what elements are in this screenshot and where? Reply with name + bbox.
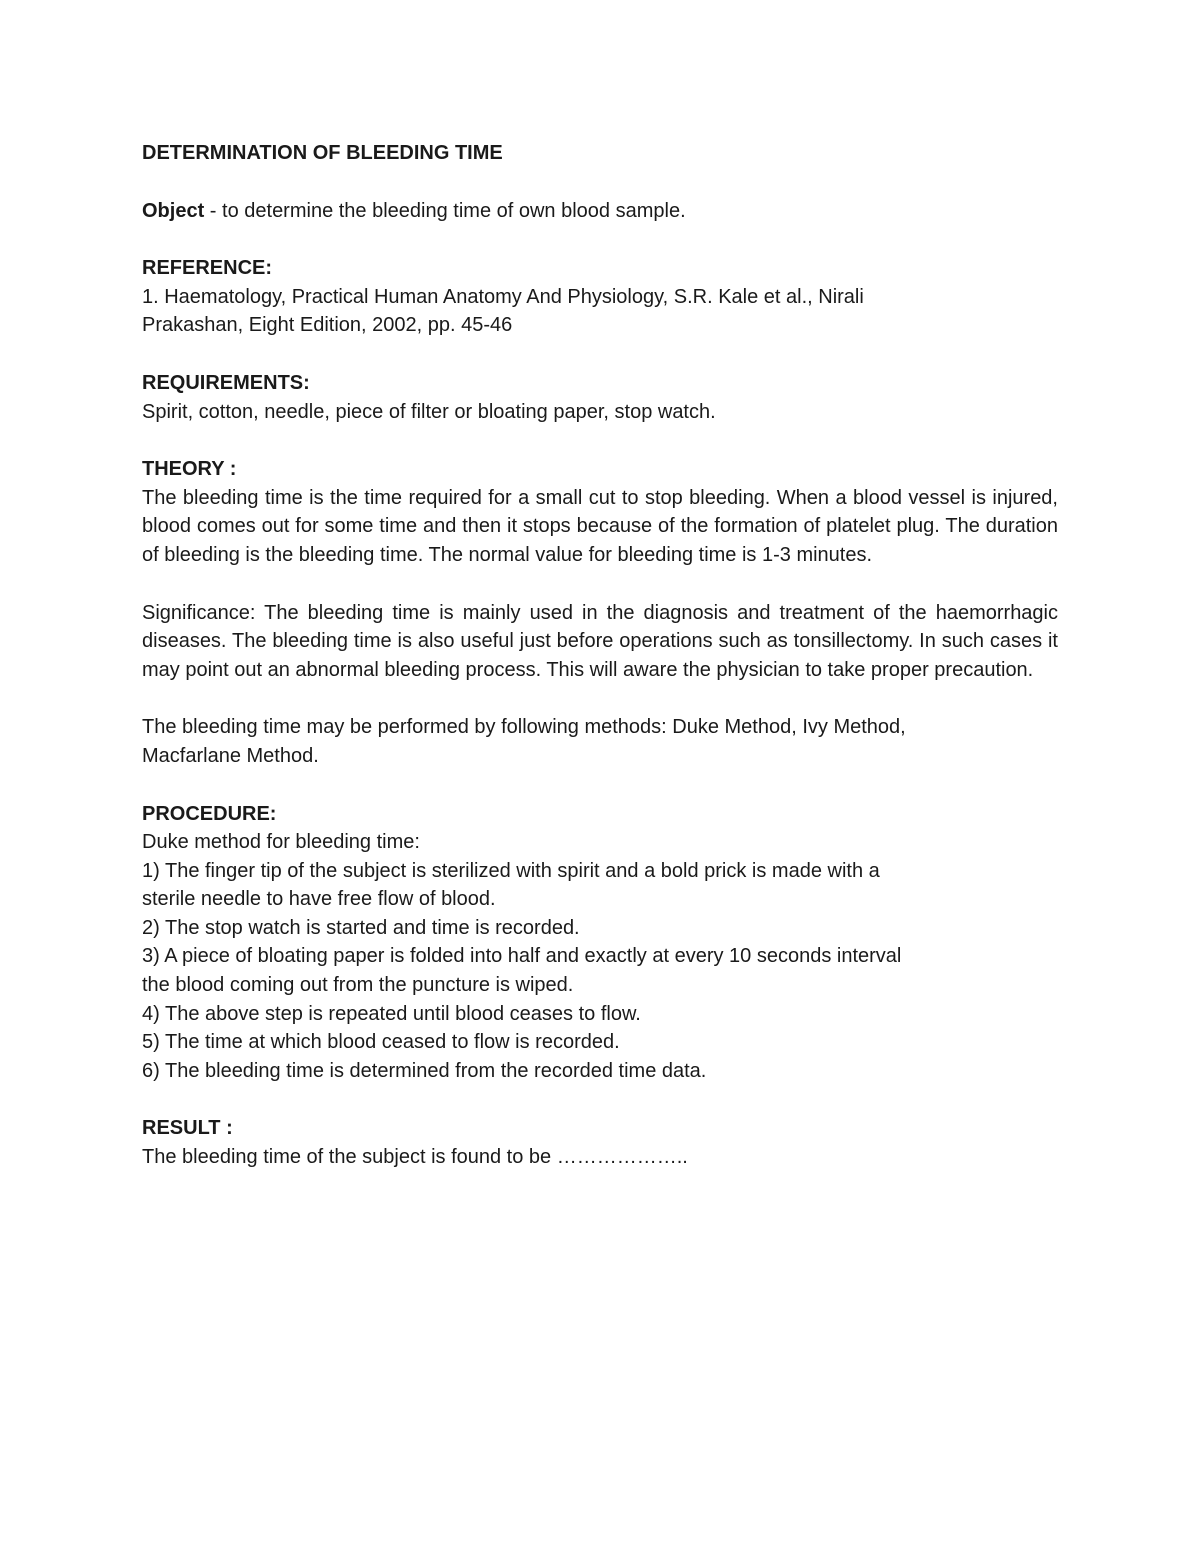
object-line <box>142 197 1058 226</box>
theory-paragraph: The bleeding time is the time required for a small cut to stop bleeding. When a blood vessel is injured, blood comes out for some time and then it stops because of the formation of platelet plug. The duration of bleeding is the bleeding time. The normal value for bleeding time is 1-3 minutes. <box>142 486 1058 566</box>
document-title: DETERMINATION OF BLEEDING TIME <box>142 142 503 164</box>
theory-heading: THEORY : <box>142 458 237 481</box>
procedure-step-line: 3) A piece of bloating paper is folded into half and exactly at every 10 seconds interval <box>142 945 902 968</box>
procedure-step-line: 2) The stop watch is started and time is recorded. <box>142 916 580 939</box>
procedure-step-line: 4) The above step is repeated until blood ceases to flow. <box>142 1002 641 1025</box>
result-heading: RESULT : <box>142 1117 233 1140</box>
procedure-step-line: 1) The finger tip of the subject is sterilized with spirit and a bold prick is made with a <box>142 859 880 882</box>
procedure-step-line: 6) The bleeding time is determined from the recorded time data. <box>142 1059 707 1082</box>
object-label: Object <box>142 199 205 222</box>
requirements-heading: REQUIREMENTS: <box>142 371 310 394</box>
procedure-step-line: sterile needle to have free flow of blood. <box>142 888 496 911</box>
object-text: - to determine the bleeding time of own blood sample. <box>204 199 686 222</box>
reference-heading: REFERENCE: <box>142 257 273 280</box>
significance-paragraph: Significance: The bleeding time is mainly used in the diagnosis and treatment of the haemorrhagic diseases. The bleeding time is also useful just before operations such as tonsillectomy. In such cases it may point out an abnormal bleeding process. This will aware the physician to take proper precaution. <box>142 601 1058 681</box>
document-page <box>142 139 1058 1172</box>
procedure-step-line: the blood coming out from the puncture is wiped. <box>142 974 574 997</box>
result-text: The bleeding time of the subject is found to be ……………….. <box>142 1146 688 1169</box>
requirements-text: Spirit, cotton, needle, piece of filter or bloating paper, stop watch. <box>142 400 716 423</box>
reference-line: 1. Haematology, Practical Human Anatomy And Physiology, S.R. Kale et al., Nirali <box>142 285 864 308</box>
reference-line: Prakashan, Eight Edition, 2002, pp. 45-46 <box>142 314 513 337</box>
methods-line: Macfarlane Method. <box>142 744 319 767</box>
procedure-intro: Duke method for bleeding time: <box>142 831 420 854</box>
procedure-step-line: 5) The time at which blood ceased to flow is recorded. <box>142 1031 620 1054</box>
procedure-heading: PROCEDURE: <box>142 802 277 825</box>
methods-line: The bleeding time may be performed by following methods: Duke Method, Ivy Method, <box>142 716 906 739</box>
